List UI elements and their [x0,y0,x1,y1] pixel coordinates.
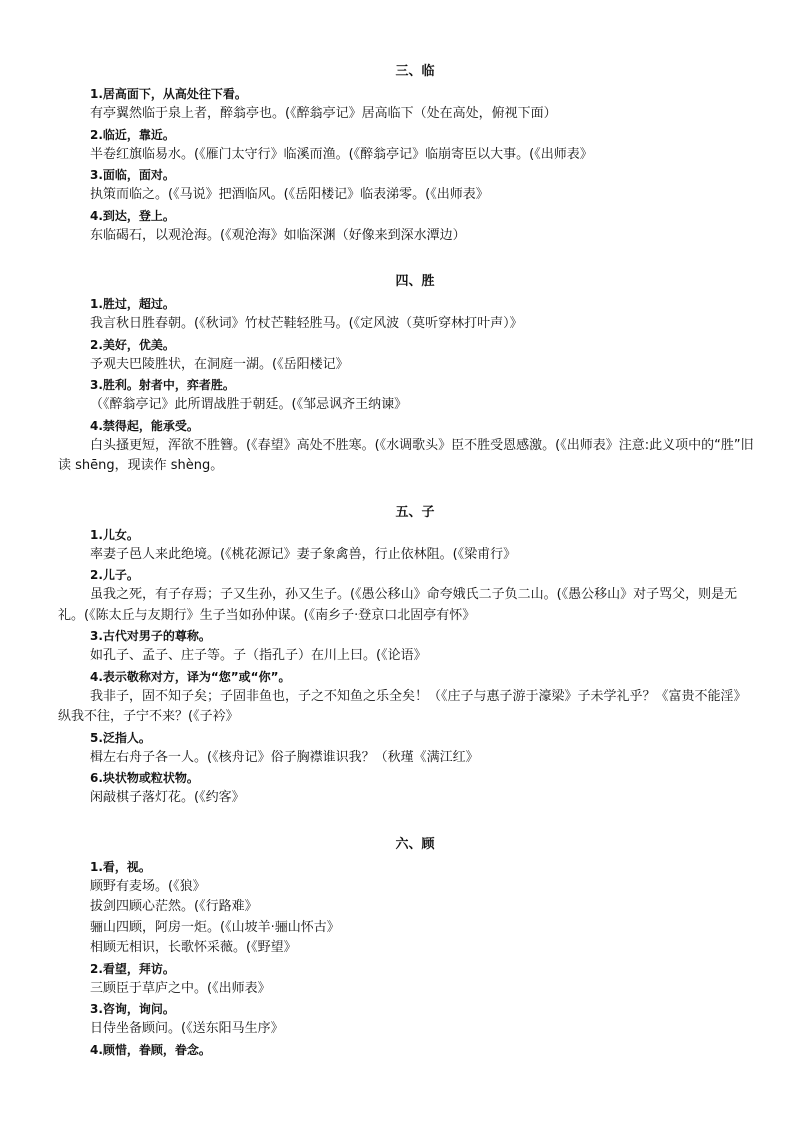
example-text: 我非子，固不知子矣；子固非鱼也，子之不知鱼之乐全矣！（《庄子与惠子游于濠梁》子未学礼乎？《富贵不能淫》纵我不往，子宁不来？(《子衿》 [58,688,747,724]
example-text: 有亭翼然临于泉上者，醉翁亭也。(《醉翁亭记》居高临下（处在高处，俯视下面） [90,106,557,121]
example-text: （《醉翁亭记》此所谓战胜于朝廷。(《邹忌讽齐王纳谏》 [90,397,408,412]
sense-label: 4.表示敬称对方，译为“您”或“你”。 [90,669,291,684]
sense-label: 3.面临，面对。 [90,168,175,182]
sense-label: 2.临近，靠近。 [90,127,175,142]
example-text: 骊山四顾，阿房一炬。(《山坡羊·骊山怀古》 [90,919,340,935]
sense-label: 1.胜过，超过。 [90,297,175,311]
example-text: 相顾无相识，长歌怀采薇。(《野望》 [90,940,297,955]
sense-label: 1.看，视。 [90,859,151,874]
example-text: 执策而临之。(《马说》把酒临风。(《岳阳楼记》临表涕零。(《出师表》 [90,187,489,202]
sense-label: 2.美好，优美。 [90,337,175,352]
example-text: 白头搔更短，浑欲不胜簪。(《春望》高处不胜寒。(《水调歌头》臣不胜受恩感激。(《出师表》注意:此义项中的“胜”旧读 shēng，现读作 shèng。 [58,437,754,473]
sense-label: 3.古代对男子的尊称。 [90,629,211,643]
sense-label: 4.禁得起，能承受。 [90,418,199,433]
sense-label: 2.看望，拜访。 [90,961,175,976]
section-title: 六、顾 [395,836,435,852]
example-text: 虽我之死，有子存焉；子又生孙，孙又生子。(《愚公移山》命夸娥氏二子负二山。(《愚公移山》对子骂父，则是无礼。(《陈太丘与友期行》生子当如孙仲谋。(《南乡子·登京口北固亭有怀》 [58,587,738,623]
example-text: 如孔子、孟子、庄子等。子（指孔子）在川上曰。(《论语》 [90,648,427,663]
sense-label: 4.顾惜，眷顾，眷念。 [90,1042,211,1057]
sense-label: 6.块状物或粒状物。 [90,771,199,785]
example-text: 拔剑四顾心茫然。(《行路难》 [90,899,258,914]
example-text: 楫左右舟子各一人。(《核舟记》俗子胸襟谁识我？（秋瑾《满江红》 [90,749,479,765]
document-content [58,63,754,1060]
example-text: 顾野有麦场。(《狼》 [90,878,206,894]
sense-label: 3.胜利。射者中，弈者胜。 [90,378,235,392]
sense-label: 1.儿女。 [90,527,139,542]
example-text: 予观夫巴陵胜状，在洞庭一湖。(《岳阳楼记》 [90,356,349,372]
example-text: 东临碣石，以观沧海。(《观沧海》如临深渊（好像来到深水潭边） [90,227,466,243]
sense-label: 1.居高面下，从高处往下看。 [90,87,247,101]
sense-label: 3.咨询，询问。 [90,1002,175,1016]
example-text: 半卷红旗临易水。(《雁门太守行》临溪而渔。(《醉翁亭记》临崩寄臣以大事。(《出师表》 [90,146,593,162]
example-text: 日侍坐备顾问。(《送东阳马生序》 [90,1021,284,1036]
sense-label: 2.儿子。 [90,568,139,582]
example-text: 率妻子邑人来此绝境。(《桃花源记》妻子象禽兽，行止依林阻。(《梁甫行》 [90,546,517,562]
example-text: 闲敲棋子落灯花。(《约客》 [90,790,245,805]
sense-label: 5.泛指人。 [90,730,151,745]
example-text: 我言秋日胜春朝。(《秋词》竹杖芒鞋轻胜马。(《定风波（莫听穿林打叶声）》 [90,316,523,331]
sense-label: 4.到达，登上。 [90,208,175,223]
section-title: 四、胜 [395,274,435,289]
example-text: 三顾臣于草庐之中。(《出师表》 [90,980,271,996]
section-title: 三、临 [395,64,435,79]
section-title: 五、子 [395,504,435,520]
